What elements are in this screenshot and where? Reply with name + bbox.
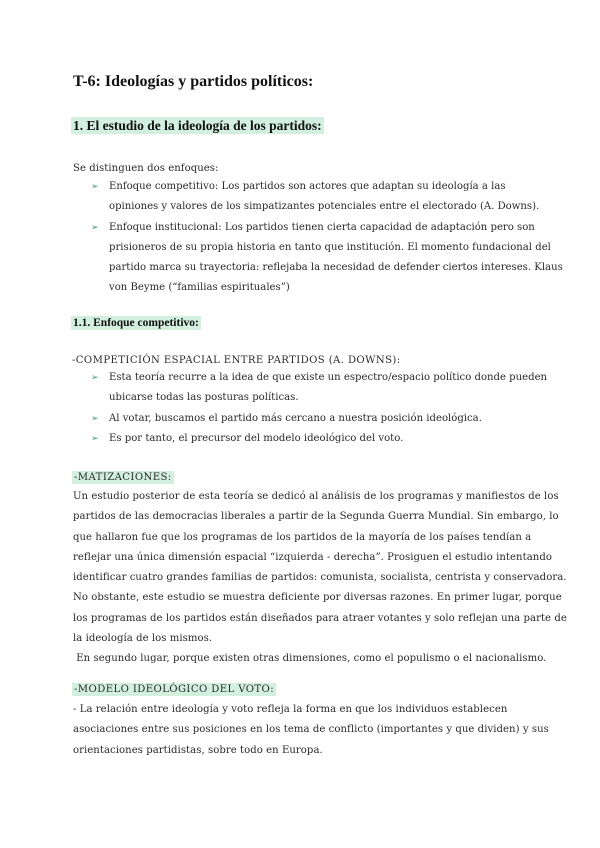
arrowhead-bullet-icon: ➢ xyxy=(91,182,99,192)
paragraph-line: los programas de los partidos están diseñados para atraer votantes y solo reflejan una parte de xyxy=(73,612,567,624)
paragraph-line: orientaciones partidistas, sobre todo en Europa. xyxy=(73,744,323,756)
arrowhead-bullet-icon: ➢ xyxy=(91,433,99,444)
bullet-line: opiniones y valores de los simpatizantes potenciales entre el electorado (A. Downs). xyxy=(109,201,540,213)
list-item xyxy=(91,368,548,409)
subsection-competicion-espacial: -COMPETICIÓN ESPACIAL ENTRE PARTIDOS (A. DOWNS): xyxy=(72,355,401,366)
bullet-line: Enfoque competitivo: Los partidos son actores que adaptan su ideología a las xyxy=(109,181,506,192)
bullet-line: Esta teoría recurre a la idea de que existe un espectro/espacio político donde pueden xyxy=(109,372,548,383)
section-1-bullet-list xyxy=(91,177,563,299)
arrowhead-bullet-icon: ➢ xyxy=(91,413,99,424)
paragraph-line: asociaciones entre sus posiciones en los tema de conflicto (importantes y que dividen) y sus xyxy=(73,724,549,736)
bullet-line: Enfoque institucional: Los partidos tienen cierta capacidad de adaptación pero son xyxy=(109,221,535,233)
section-1-intro: Se distinguen dos enfoques: xyxy=(73,163,219,174)
paragraph-line: partidos de las democracias liberales a partir de la Segunda Guerra Mundial. Sin embargo, lo xyxy=(73,511,559,523)
paragraph-line: En segundo lugar, porque existen otras dimensiones, como el populismo o el nacionalismo. xyxy=(73,653,547,665)
bullet-line: von Beyme (“familias espirituales”) xyxy=(109,282,290,294)
paragraph-line: reflejar una única dimensión espacial “izquierda - derecha”. Prosiguen el estudio intentando xyxy=(73,551,552,563)
list-item xyxy=(91,177,540,218)
subsection-matizaciones xyxy=(72,472,174,483)
arrowhead-bullet-icon: ➢ xyxy=(91,222,99,233)
paragraph-line: Un estudio posterior de esta teoría se dedicó al análisis de los programas y manifiestos de los xyxy=(73,491,559,502)
paragraph-line: que hallaron fue que los programas de los partidos de la mayoría de los países tendían a xyxy=(73,531,532,543)
list-item xyxy=(91,429,531,449)
section-heading-1-1-text: 1.1. Enfoque competitivo: xyxy=(73,317,199,329)
section-heading-1 xyxy=(71,118,324,134)
paragraph-line: la ideología de los mismos. xyxy=(73,633,213,645)
list-item xyxy=(91,218,563,299)
matizaciones-paragraph xyxy=(73,487,567,670)
list-item xyxy=(91,409,531,429)
bullet-line: prisioneros de su propia historia en tanto que institución. El momento fundacional del xyxy=(109,241,551,253)
section-heading-1-1 xyxy=(71,317,201,329)
paragraph-line: No obstante, este estudio se muestra deficiente por diversas razones. En primer lugar, porque xyxy=(73,592,562,604)
bullet-line: Es por tanto, el precursor del modelo ideológico del voto. xyxy=(109,432,404,444)
paragraph-line: - La relación entre ideología y voto refleja la forma en que los individuos establecen xyxy=(73,704,508,715)
bullet-line: partido marca su trayectoria: reflejaba la necesidad de defender ciertos intereses. Klaus xyxy=(109,262,563,274)
subsection-matizaciones-text: -MATIZACIONES: xyxy=(74,472,172,483)
modelo-ideologico-paragraph xyxy=(73,700,549,761)
section-1-1-bullet-list xyxy=(91,368,548,449)
paragraph-line: identificar cuatro grandes familias de partidos: comunista, socialista, centrista y conservadora. xyxy=(73,572,567,584)
bullet-line: Al votar, buscamos el partido más cercano a nuestra posición ideológica. xyxy=(109,412,482,424)
subsection-modelo-ideologico xyxy=(72,684,276,695)
section-heading-1-text: 1. El estudio de la ideología de los partidos: xyxy=(73,118,322,133)
subsection-modelo-ideologico-text: -MODELO IDEOLÓGICO DEL VOTO: xyxy=(74,684,274,695)
page-title: T-6: Ideologías y partidos políticos: xyxy=(73,73,314,90)
bullet-line: ubicarse todas las posturas políticas. xyxy=(109,392,299,404)
arrowhead-bullet-icon: ➢ xyxy=(91,373,99,383)
